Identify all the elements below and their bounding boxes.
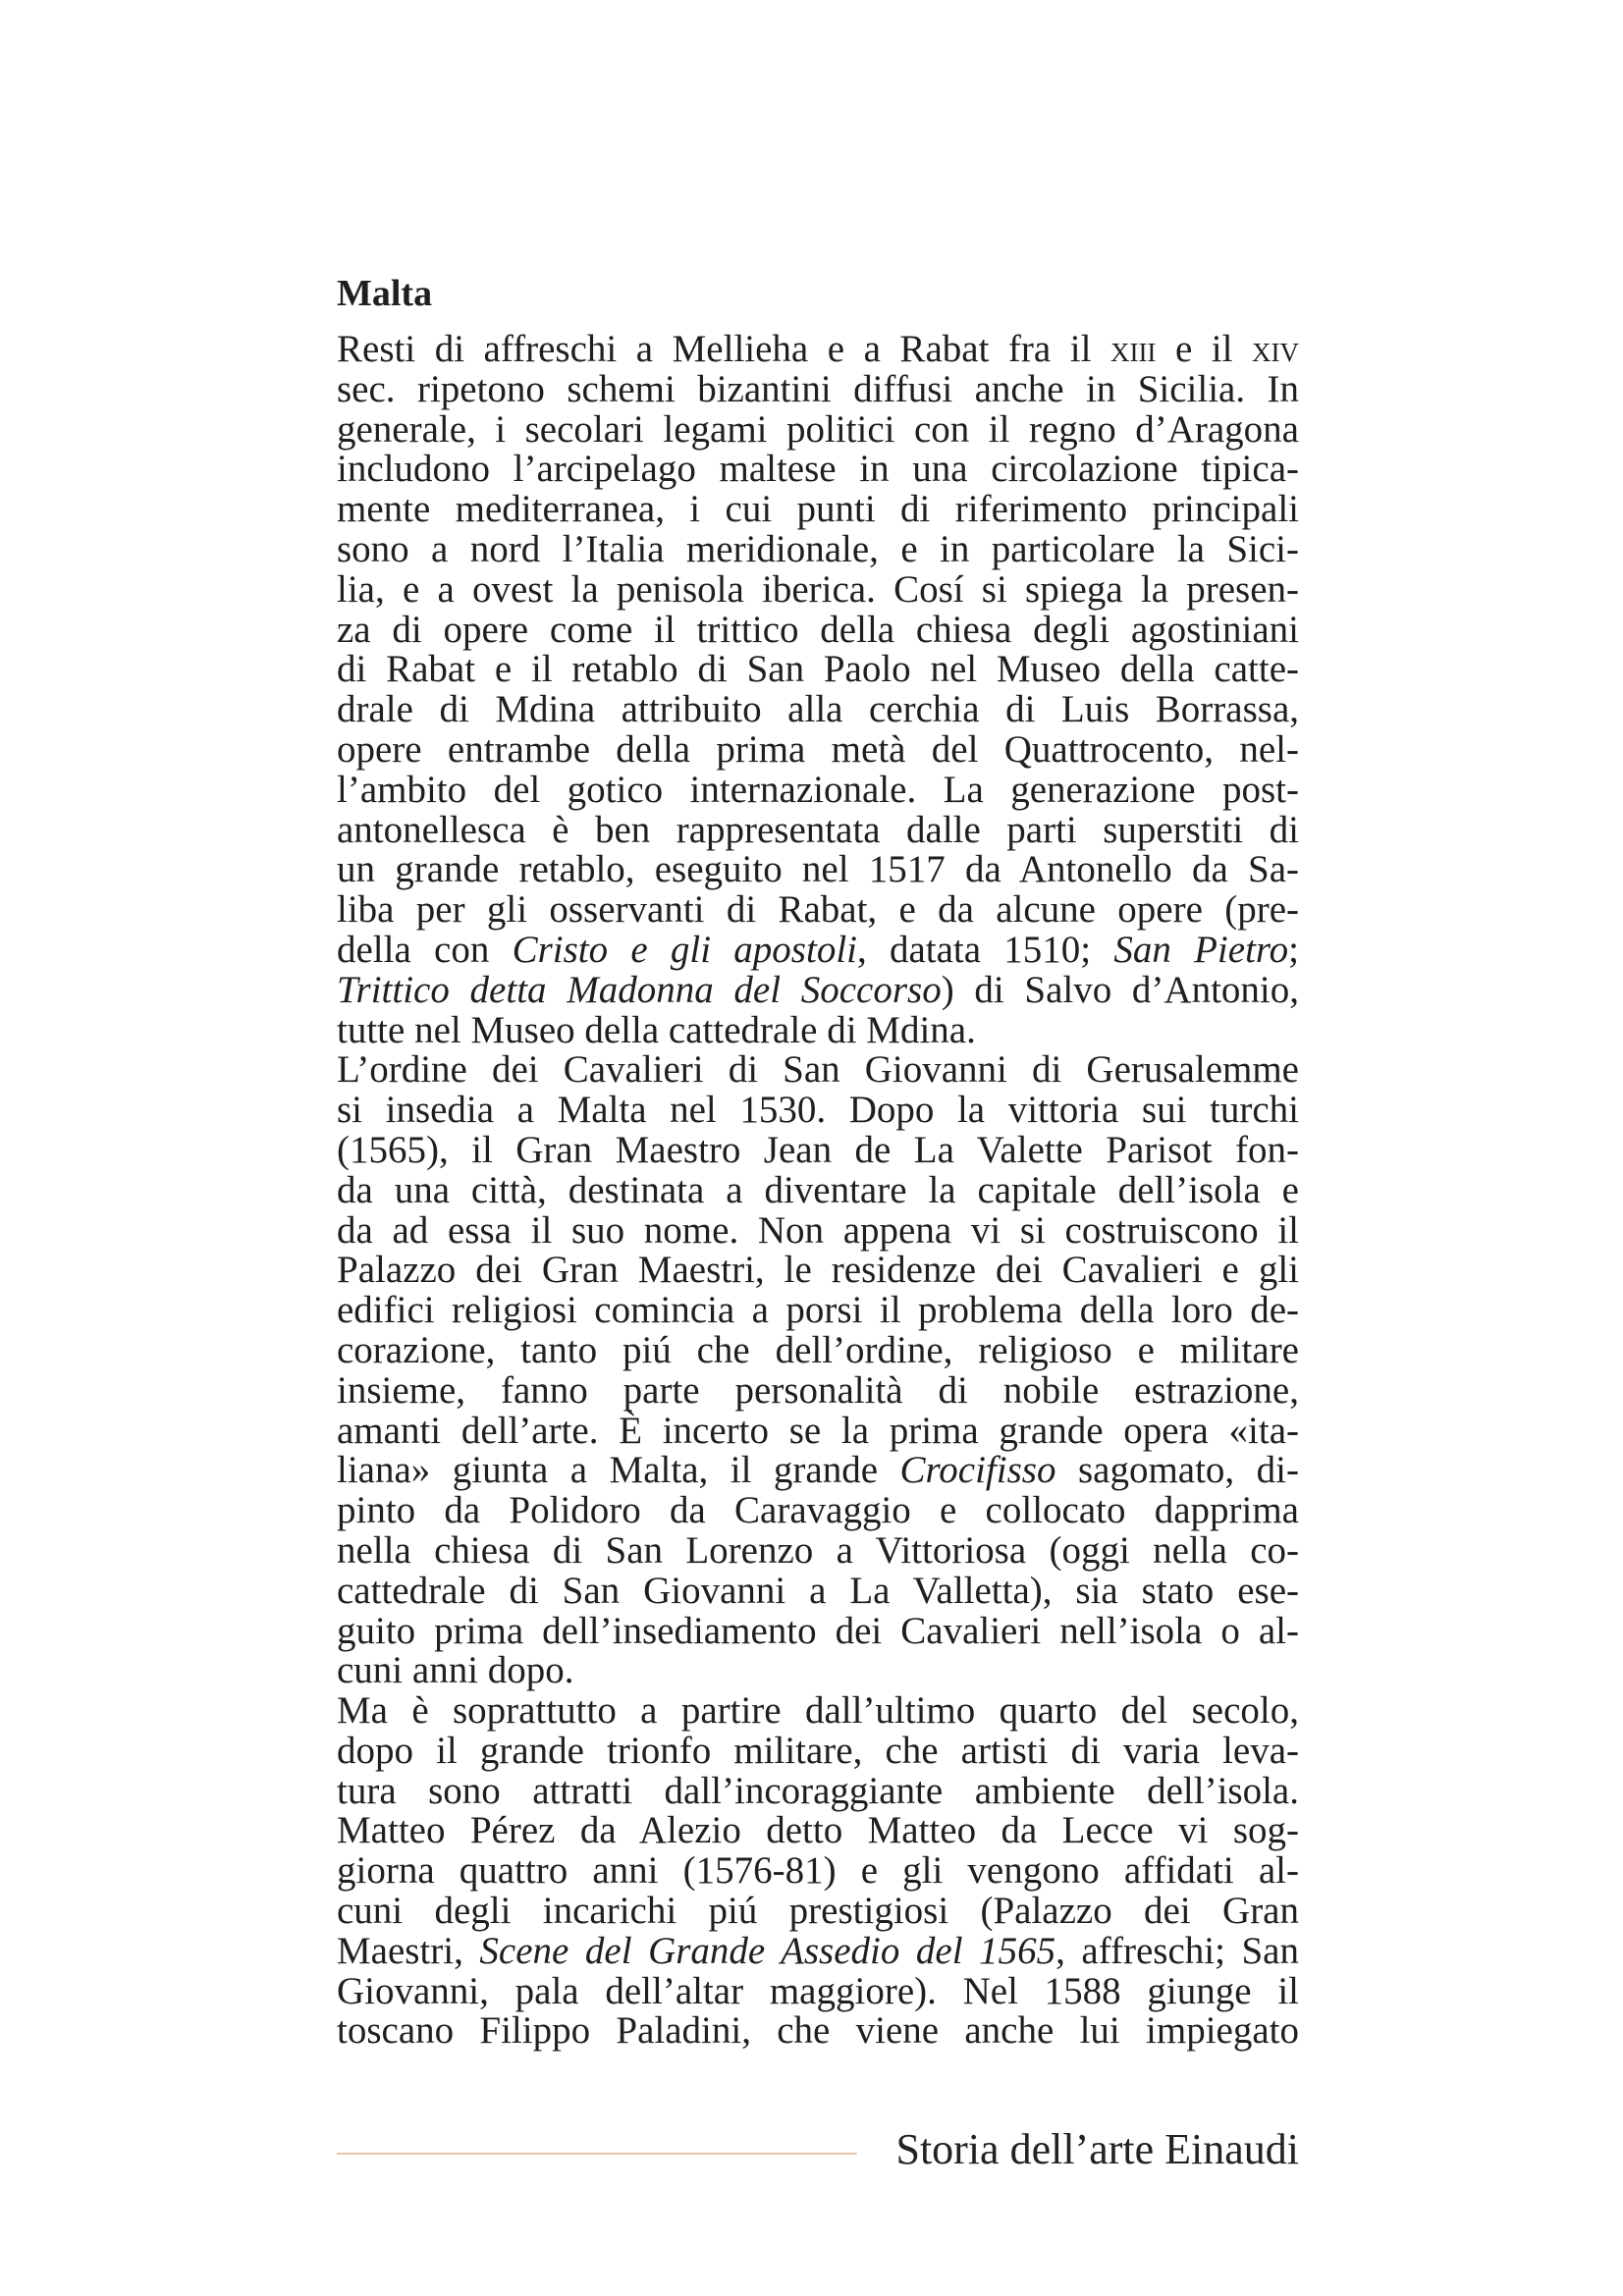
text-line [337, 1409, 1299, 1452]
text-segment: insieme, fanno parte personalità di nobile estrazione, [337, 1368, 1299, 1412]
text-line [337, 1569, 1299, 1612]
text-segment: liba per gli osservanti di Rabat, e da alcune opere (pre- [337, 888, 1299, 932]
text-segment: cuni anni dopo. [337, 1649, 574, 1692]
italic-title: Cristo e gli apostoli [512, 928, 857, 971]
text-line [337, 1609, 1299, 1652]
text-line [337, 690, 1299, 730]
text-line [337, 1291, 1299, 1331]
text-segment: za di opere come il trittico della chiesa degli agostiniani [337, 608, 1299, 651]
text-line [337, 367, 1299, 410]
text-line [337, 1368, 1299, 1412]
text-line [337, 727, 1299, 771]
text-line [337, 650, 1299, 690]
text-segment: antonellesca è ben rappresentata dalle parti superstiti di [337, 808, 1299, 851]
text-segment: liana» giunta a Malta, il grande [337, 1449, 900, 1492]
text-segment: toscano Filippo Paladini, che viene anche lui impiegato [337, 2009, 1299, 2053]
text-line [337, 1729, 1299, 1772]
text-segment: Resti di affreschi a Mellieha e a Rabat fra il [337, 328, 1110, 370]
text-line [337, 890, 1299, 931]
text-line [337, 1050, 1299, 1091]
text-segment: corazione, tanto piú che dell’ordine, religioso e militare [337, 1328, 1299, 1371]
italic-title: Trittico detta Madonna del Soccorso [337, 968, 942, 1011]
text-line [337, 1491, 1299, 1531]
text-segment: dopo il grande trionfo militare, che artisti di varia leva- [337, 1729, 1299, 1772]
text-segment: un grande retablo, eseguito nel 1517 da Antonello da Sa- [337, 848, 1299, 891]
text-line [337, 1929, 1299, 1972]
text-segment: , datata 1510; [856, 928, 1114, 971]
text-line [337, 1851, 1299, 1892]
text-segment: cuni degli incarichi piú prestigiosi (Palazzo dei Gran [337, 1890, 1299, 1933]
text-segment: l’ambito del gotico internazionale. La generazione post- [337, 768, 1299, 811]
text-segment: mente mediterranea, i cui punti di riferimento principali [337, 488, 1299, 531]
text-segment: e il [1156, 328, 1252, 370]
text-segment: sec. ripetono schemi bizantini diffusi anche in Sicilia. In [337, 367, 1299, 410]
text-line [337, 1451, 1299, 1491]
text-segment: giorna quattro anni (1576-81) e gli vengono affidati al- [337, 1849, 1299, 1893]
text-line [337, 1008, 1299, 1051]
text-segment: da ad essa il suo nome. Non appena vi si costruiscono il [337, 1208, 1299, 1252]
text-segment: Ma è soprattutto a partire dall’ultimo quarto del secolo, [337, 1689, 1299, 1733]
footer-rule [337, 2153, 857, 2155]
text-segment: tura sono attratti dall’incoraggiante ambiente dell’isola. [337, 1769, 1299, 1812]
italic-title: Crocifisso [899, 1449, 1056, 1492]
text-segment: da una città, destinata a diventare la capitale dell’isola e [337, 1168, 1299, 1211]
text-segment: (1565), il Gran Maestro Jean de La Valette Parisot fon- [337, 1128, 1299, 1171]
text-line [337, 808, 1299, 851]
text-segment: della con [337, 928, 513, 971]
text-segment: , affreschi; San [1055, 1929, 1299, 1972]
text-segment: ) di Salvo d’Antonio, [941, 968, 1299, 1011]
text-segment: di Rabat e il retablo di San Paolo nel Museo della catte- [337, 648, 1299, 691]
text-segment: sono a nord l’Italia meridionale, e in particolare la Sici- [337, 527, 1299, 570]
text-line [337, 567, 1299, 611]
text-segment: pinto da Polidoro da Caravaggio e collocato dapprima [337, 1489, 1299, 1532]
text-segment: amanti dell’arte. È incerto se la prima grande opera «ita- [337, 1409, 1299, 1452]
text-line [337, 1651, 1299, 1691]
text-line [337, 450, 1299, 490]
text-line [337, 968, 1299, 1011]
text-line [337, 1769, 1299, 1812]
text-segment: cattedrale di San Giovanni a La Valletta), sia stato ese- [337, 1569, 1299, 1612]
text-line [337, 1691, 1299, 1732]
text-line [337, 1208, 1299, 1252]
italic-title: San Pietro [1113, 928, 1289, 971]
text-line [337, 1168, 1299, 1211]
text-segment: generale, i secolari legami politici con il regno d’Aragona [337, 407, 1299, 451]
text-segment: Matteo Pérez da Alezio detto Matteo da Lecce vi sog- [337, 1809, 1299, 1852]
roman-numeral: xiv [1252, 328, 1299, 370]
text-segment: Palazzo dei Gran Maestri, le residenze dei Cavalieri e gli [337, 1249, 1299, 1292]
text-segment: opere entrambe della prima metà del Quattrocento, nel- [337, 727, 1299, 771]
roman-numeral: xiii [1109, 328, 1157, 370]
text-line [337, 1251, 1299, 1291]
text-segment: ; [1288, 928, 1299, 971]
text-segment: edifici religiosi comincia a porsi il problema della loro de- [337, 1289, 1299, 1332]
text-segment: sagomato, di- [1055, 1449, 1299, 1492]
text-segment: guito prima dell’insediamento dei Cavalieri nell’isola o al- [337, 1609, 1299, 1652]
text-segment: tutte nel Museo della cattedrale di Mdina. [337, 1008, 976, 1051]
text-segment: Maestri, [337, 1929, 480, 1972]
text-line [337, 527, 1299, 570]
text-segment: drale di Mdina attribuito alla cerchia di Luis Borrassa, [337, 688, 1299, 731]
text-line [337, 407, 1299, 451]
section-heading: Malta [337, 273, 433, 314]
text-line [337, 850, 1299, 890]
text-line [337, 490, 1299, 530]
text-line [337, 928, 1299, 971]
text-line [337, 1528, 1299, 1572]
text-line [337, 1811, 1299, 1851]
text-segment: nella chiesa di San Lorenzo a Vittoriosa (oggi nella co- [337, 1528, 1299, 1572]
text-line [337, 2011, 1299, 2052]
text-line [337, 768, 1299, 811]
text-line [337, 1091, 1299, 1131]
text-line [337, 1892, 1299, 1932]
footer-publication-title: Storia dell’arte Einaudi [895, 2125, 1299, 2173]
text-line [337, 1128, 1299, 1171]
text-segment: L’ordine dei Cavalieri di San Giovanni di Gerusalemme [337, 1048, 1299, 1092]
text-segment: Giovanni, pala dell’altar maggiore). Nel 1588 giunge il [337, 1969, 1299, 2012]
text-segment: lia, e a ovest la penisola iberica. Cosí si spiega la presen- [337, 567, 1299, 611]
text-segment: si insedia a Malta nel 1530. Dopo la vittoria sui turchi [337, 1089, 1299, 1132]
italic-title: Scene del Grande Assedio del 1565 [479, 1929, 1056, 1972]
text-line [337, 1969, 1299, 2012]
text-line [337, 1328, 1299, 1371]
body-text [337, 330, 1299, 2052]
text-line [337, 330, 1299, 370]
text-line [337, 608, 1299, 651]
text-segment: includono l’arcipelago maltese in una circolazione tipica- [337, 448, 1299, 491]
